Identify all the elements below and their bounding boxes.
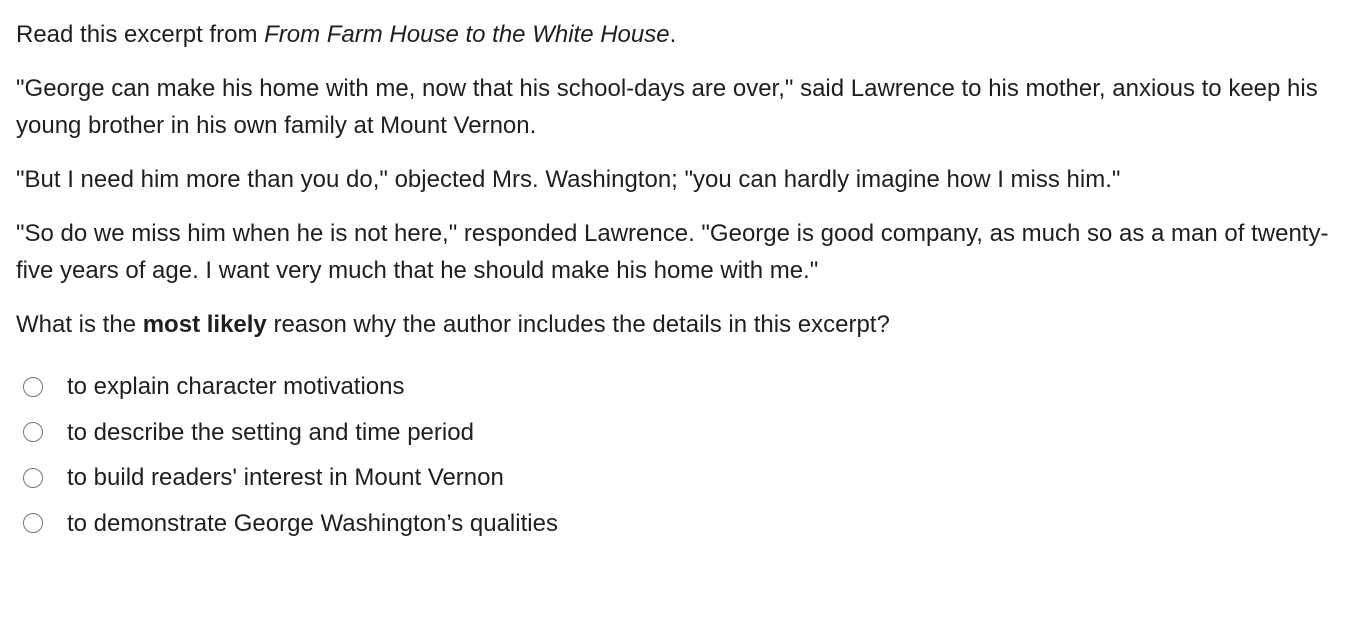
intro-line [16,16,1353,53]
answer-option-label[interactable]: to describe the setting and time period [67,418,474,446]
answer-option[interactable] [16,414,1353,451]
radio-button[interactable] [23,513,43,533]
excerpt-passage [16,70,1353,289]
question-suffix: reason why the author includes the details in this excerpt? [266,311,890,338]
question-prompt [16,306,1353,343]
passage-paragraph: "So do we miss him when he is not here," responded Lawrence. "George is good company, as much so as a man of twenty-five years of age. I want very much that he should make his home with me." [16,220,1329,284]
answer-option[interactable] [16,505,1353,542]
answer-option[interactable] [16,368,1353,405]
answer-option[interactable] [16,459,1353,496]
intro-suffix: . [669,21,677,48]
radio-button[interactable] [23,468,43,488]
answer-option-label[interactable]: to demonstrate George Washington’s qualities [67,509,558,537]
radio-button[interactable] [23,422,43,442]
excerpt-title: From Farm House to the White House [264,21,670,48]
answer-option-label[interactable]: to explain character motivations [67,373,405,400]
question-emphasis: most likely [142,311,267,338]
question-prefix: What is the [16,311,143,338]
passage-paragraph: "George can make his home with me, now that his school-days are over," said Lawrence to his mother, anxious to keep his young brother in his own family at Mount Vernon. [16,75,1318,139]
answer-options [16,368,1353,542]
intro-prefix: Read this excerpt from [16,21,265,48]
answer-option-label[interactable]: to build readers' interest in Mount Vernon [67,464,504,491]
passage-paragraph: "But I need him more than you do," objected Mrs. Washington; "you can hardly imagine how I miss him." [16,166,1121,193]
radio-button[interactable] [23,377,43,397]
